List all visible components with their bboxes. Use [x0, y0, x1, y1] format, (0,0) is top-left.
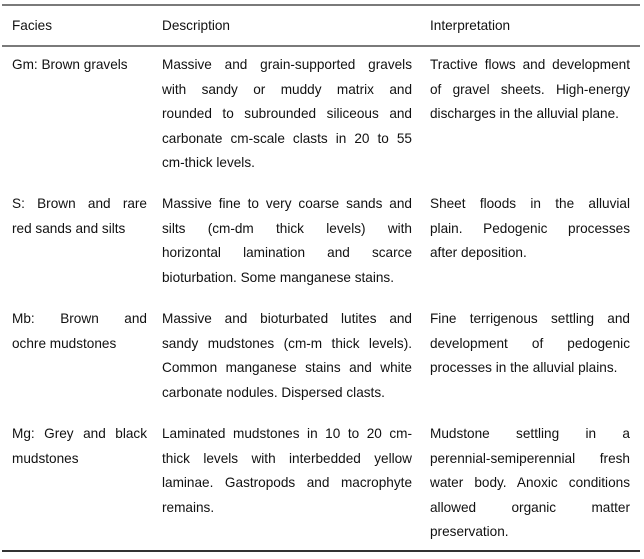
facies-line: ochre mudstones [12, 335, 117, 351]
interpretation-cell [430, 192, 630, 266]
description-cell [162, 307, 412, 405]
interpretation-cell [430, 53, 630, 127]
interpretation-line: water body. Anoxic conditions [430, 475, 630, 490]
facies-cell [12, 422, 147, 471]
header-rule [2, 45, 640, 47]
description-line: rounded to subrounded siliceous and [162, 106, 412, 121]
description-line: cm-thick levels. [162, 155, 255, 170]
interpretation-line: of gravel sheets. High-energy [430, 81, 630, 97]
description-cell [162, 192, 412, 290]
table-bottom-rule [2, 550, 640, 552]
description-line: Massive fine to very coarse sands and [162, 196, 412, 211]
interpretation-line: Sheet floods in the alluvial [430, 196, 630, 211]
facies-cell [12, 192, 147, 241]
facies-cell [12, 307, 147, 356]
interpretation-line: Mudstone settling in a [430, 426, 630, 441]
facies-line: S: Brown and rare [12, 196, 147, 211]
facies-line: mudstones [12, 450, 79, 466]
facies-line: Gm: Brown gravels [12, 57, 128, 72]
description-line: carbonate cm-scale clasts in 20 to 55 [162, 130, 412, 146]
header-facies: Facies [12, 18, 53, 33]
description-line: carbonate nodules. Dispersed clasts. [162, 384, 385, 400]
interpretation-line: plain. Pedogenic processes [430, 220, 630, 236]
interpretation-line: development of pedogenic [430, 335, 630, 351]
interpretation-line: after deposition. [430, 245, 527, 260]
facies-line: red sands and silts [12, 220, 126, 236]
description-line: Laminated mudstones in 10 to 20 cm- [162, 426, 412, 441]
description-line: sandy mudstones (cm-m thick levels). [162, 335, 412, 351]
description-cell [162, 53, 412, 176]
interpretation-line: preservation. [430, 524, 509, 539]
interpretation-cell [430, 307, 630, 381]
description-line: horizontal lamination and scarce [162, 245, 412, 260]
description-line: Common manganese stains and white [162, 360, 412, 375]
description-line: Massive and bioturbated lutites and [162, 311, 412, 326]
facies-line: Mg: Grey and black [12, 426, 147, 441]
interpretation-cell [430, 422, 630, 545]
header-interpretation: Interpretation [430, 18, 511, 33]
interpretation-line: Fine terrigenous settling and [430, 311, 630, 326]
interpretation-line: discharges in the alluvial plane. [430, 106, 619, 121]
interpretation-line: Tractive flows and development [430, 57, 630, 72]
description-line: bioturbation. Some manganese stains. [162, 269, 394, 285]
facies-line: Mb: Brown and [12, 311, 147, 326]
facies-cell [12, 53, 147, 78]
interpretation-line: processes in the alluvial plains. [430, 360, 618, 375]
interpretation-line: perennial-semiperennial fresh [430, 450, 630, 466]
description-line: silts (cm-dm thick levels) with [162, 220, 412, 236]
description-cell [162, 422, 412, 520]
description-line: thick levels with interbedded yellow [162, 450, 412, 466]
table-top-rule [2, 4, 640, 6]
description-line: laminae. Gastropods and macrophyte [162, 475, 412, 490]
description-line: Massive and grain-supported gravels [162, 57, 412, 72]
interpretation-line: allowed organic matter [430, 499, 630, 515]
description-line: with sandy or muddy matrix and [162, 81, 412, 97]
header-description: Description [162, 18, 230, 33]
description-line: remains. [162, 499, 215, 515]
